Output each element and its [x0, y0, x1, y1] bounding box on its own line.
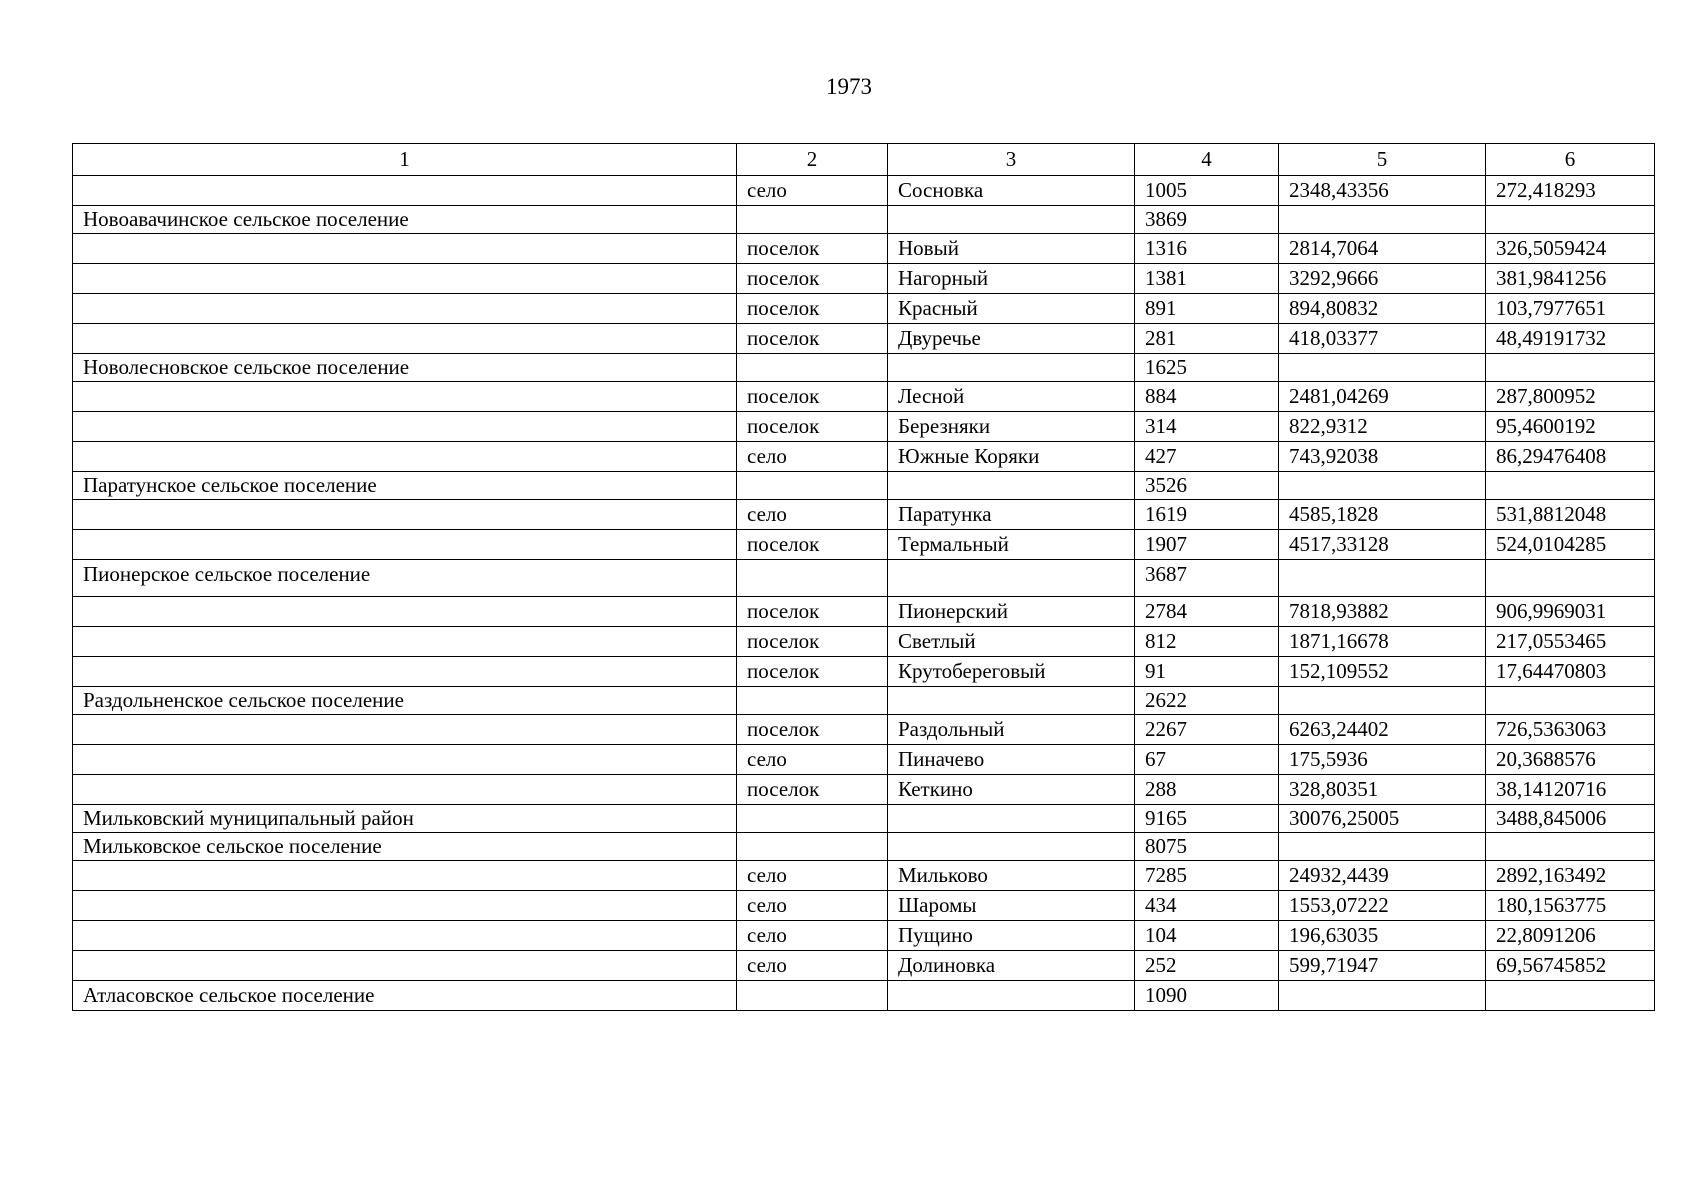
table-cell: 314: [1135, 412, 1279, 442]
table-cell: 418,03377: [1279, 324, 1486, 354]
table-cell: поселок: [737, 264, 888, 294]
table-cell: 2892,163492: [1486, 861, 1655, 891]
table-cell: [737, 805, 888, 833]
table-cell: 1005: [1135, 176, 1279, 206]
table-cell: поселок: [737, 597, 888, 627]
table-cell: [73, 775, 737, 805]
table-row: [73, 951, 1655, 981]
table-cell: 3488,845006: [1486, 805, 1655, 833]
table-cell: 1090: [1135, 981, 1279, 1011]
table-cell: 67: [1135, 745, 1279, 775]
table-row: [73, 981, 1655, 1011]
table-cell: Мильковское сельское поселение: [73, 833, 737, 861]
table-cell: 38,14120716: [1486, 775, 1655, 805]
table-cell: [888, 833, 1135, 861]
table-cell: поселок: [737, 382, 888, 412]
table-cell: [1279, 560, 1486, 597]
table-cell: [737, 687, 888, 715]
table-row: [73, 861, 1655, 891]
table-cell: [73, 442, 737, 472]
table-cell: 3292,9666: [1279, 264, 1486, 294]
table-cell: 531,8812048: [1486, 500, 1655, 530]
table-cell: 599,71947: [1279, 951, 1486, 981]
table-row: [73, 176, 1655, 206]
table-cell: 180,1563775: [1486, 891, 1655, 921]
data-table: [72, 143, 1655, 1011]
table-cell: 217,0553465: [1486, 627, 1655, 657]
table-cell: [73, 500, 737, 530]
table-row: [73, 324, 1655, 354]
table-cell: [737, 981, 888, 1011]
table-cell: 434: [1135, 891, 1279, 921]
table-cell: 2481,04269: [1279, 382, 1486, 412]
table-cell: [737, 560, 888, 597]
table-cell: Березняки: [888, 412, 1135, 442]
table-cell: 2622: [1135, 687, 1279, 715]
table-cell: 8075: [1135, 833, 1279, 861]
table-row: [73, 442, 1655, 472]
table-cell: 152,109552: [1279, 657, 1486, 687]
table-row: [73, 382, 1655, 412]
table-cell: Красный: [888, 294, 1135, 324]
table-cell: 95,4600192: [1486, 412, 1655, 442]
table-cell: [1279, 472, 1486, 500]
table-cell: 1625: [1135, 354, 1279, 382]
table-cell: 288: [1135, 775, 1279, 805]
table-cell: [73, 176, 737, 206]
table-cell: 17,64470803: [1486, 657, 1655, 687]
table-cell: 524,0104285: [1486, 530, 1655, 560]
table-cell: [73, 264, 737, 294]
table-cell: [73, 745, 737, 775]
table-cell: село: [737, 861, 888, 891]
column-header: 6: [1486, 144, 1655, 176]
table-cell: [888, 981, 1135, 1011]
table-cell: 906,9969031: [1486, 597, 1655, 627]
table-row: [73, 627, 1655, 657]
table-cell: поселок: [737, 657, 888, 687]
table-cell: [1486, 833, 1655, 861]
table-cell: [1486, 560, 1655, 597]
table-cell: [737, 472, 888, 500]
table-cell: 6263,24402: [1279, 715, 1486, 745]
table-cell: 103,7977651: [1486, 294, 1655, 324]
table-cell: [73, 382, 737, 412]
table-row: [73, 833, 1655, 861]
table-cell: 48,49191732: [1486, 324, 1655, 354]
table-cell: [1279, 687, 1486, 715]
table-cell: 91: [1135, 657, 1279, 687]
column-header: 3: [888, 144, 1135, 176]
table-cell: Пионерский: [888, 597, 1135, 627]
table-cell: Лесной: [888, 382, 1135, 412]
table-cell: 2784: [1135, 597, 1279, 627]
table-cell: 1553,07222: [1279, 891, 1486, 921]
table-row: [73, 597, 1655, 627]
table-row: [73, 775, 1655, 805]
table-cell: поселок: [737, 294, 888, 324]
table-cell: Нагорный: [888, 264, 1135, 294]
table-cell: 3869: [1135, 206, 1279, 234]
table-cell: 891: [1135, 294, 1279, 324]
table-cell: [73, 234, 737, 264]
table-cell: Светлый: [888, 627, 1135, 657]
table-cell: 196,63035: [1279, 921, 1486, 951]
table-row: [73, 560, 1655, 597]
table-row: [73, 745, 1655, 775]
table-row: [73, 530, 1655, 560]
table-cell: 69,56745852: [1486, 951, 1655, 981]
table-row: [73, 234, 1655, 264]
table-cell: поселок: [737, 530, 888, 560]
table-cell: 22,8091206: [1486, 921, 1655, 951]
table-cell: 328,80351: [1279, 775, 1486, 805]
table-cell: 4517,33128: [1279, 530, 1486, 560]
table-cell: Шаромы: [888, 891, 1135, 921]
table-cell: 252: [1135, 951, 1279, 981]
table-row: [73, 264, 1655, 294]
table-cell: 104: [1135, 921, 1279, 951]
table-cell: [888, 354, 1135, 382]
table-cell: 1619: [1135, 500, 1279, 530]
table-cell: 381,9841256: [1486, 264, 1655, 294]
table-cell: Кеткино: [888, 775, 1135, 805]
column-header: 2: [737, 144, 888, 176]
table-cell: [888, 472, 1135, 500]
table-cell: [73, 627, 737, 657]
column-header: 4: [1135, 144, 1279, 176]
table-cell: 2267: [1135, 715, 1279, 745]
table-cell: 30076,25005: [1279, 805, 1486, 833]
table-cell: Пиначево: [888, 745, 1135, 775]
table-cell: Пионерское сельское поселение: [73, 560, 737, 597]
table-cell: Двуречье: [888, 324, 1135, 354]
table-cell: Крутобереговый: [888, 657, 1135, 687]
table-row: [73, 891, 1655, 921]
table-cell: [73, 530, 737, 560]
table-cell: Паратунское сельское поселение: [73, 472, 737, 500]
table-cell: [888, 805, 1135, 833]
table-cell: [1486, 472, 1655, 500]
table-cell: 287,800952: [1486, 382, 1655, 412]
table-cell: село: [737, 442, 888, 472]
page-number: 1973: [826, 74, 872, 99]
table-cell: [1486, 354, 1655, 382]
table-cell: 3526: [1135, 472, 1279, 500]
table-cell: поселок: [737, 775, 888, 805]
table-cell: [73, 597, 737, 627]
table-cell: [73, 324, 737, 354]
table-cell: село: [737, 176, 888, 206]
table-cell: 272,418293: [1486, 176, 1655, 206]
table-cell: Новолесновское сельское поселение: [73, 354, 737, 382]
table-cell: 1381: [1135, 264, 1279, 294]
table-cell: [73, 294, 737, 324]
table-header-row: [73, 144, 1655, 176]
table-cell: Долиновка: [888, 951, 1135, 981]
table-cell: 7285: [1135, 861, 1279, 891]
table-cell: [888, 687, 1135, 715]
table-cell: [73, 951, 737, 981]
table-cell: 175,5936: [1279, 745, 1486, 775]
table-cell: Мильково: [888, 861, 1135, 891]
table-cell: 3687: [1135, 560, 1279, 597]
table-cell: 326,5059424: [1486, 234, 1655, 264]
table-cell: [1279, 833, 1486, 861]
table-cell: село: [737, 500, 888, 530]
table-row: [73, 294, 1655, 324]
column-header: 5: [1279, 144, 1486, 176]
table-row: [73, 354, 1655, 382]
table-cell: [1486, 981, 1655, 1011]
table-cell: 427: [1135, 442, 1279, 472]
table-row: [73, 921, 1655, 951]
table-cell: Термальный: [888, 530, 1135, 560]
table-cell: [73, 921, 737, 951]
table-cell: Раздольненское сельское поселение: [73, 687, 737, 715]
table-cell: поселок: [737, 627, 888, 657]
table-cell: Пущино: [888, 921, 1135, 951]
table-cell: [888, 206, 1135, 234]
table-cell: [73, 657, 737, 687]
table-cell: поселок: [737, 715, 888, 745]
table-cell: Паратунка: [888, 500, 1135, 530]
table-cell: 9165: [1135, 805, 1279, 833]
table-cell: [73, 861, 737, 891]
table-cell: 1871,16678: [1279, 627, 1486, 657]
table-cell: [737, 354, 888, 382]
table-row: [73, 500, 1655, 530]
table-cell: Южные Коряки: [888, 442, 1135, 472]
table-cell: 20,3688576: [1486, 745, 1655, 775]
table-row: [73, 805, 1655, 833]
table-cell: 812: [1135, 627, 1279, 657]
table-cell: 1316: [1135, 234, 1279, 264]
table-row: [73, 412, 1655, 442]
table-cell: село: [737, 891, 888, 921]
table-cell: 2814,7064: [1279, 234, 1486, 264]
table-cell: 743,92038: [1279, 442, 1486, 472]
table-cell: село: [737, 745, 888, 775]
table-cell: [73, 891, 737, 921]
table-cell: село: [737, 951, 888, 981]
table-cell: 7818,93882: [1279, 597, 1486, 627]
table-cell: [737, 833, 888, 861]
table-cell: [1279, 354, 1486, 382]
table-row: [73, 715, 1655, 745]
table-cell: 86,29476408: [1486, 442, 1655, 472]
table-cell: 822,9312: [1279, 412, 1486, 442]
table-cell: поселок: [737, 412, 888, 442]
table-cell: Сосновка: [888, 176, 1135, 206]
table-cell: 884: [1135, 382, 1279, 412]
table-cell: Новоавачинское сельское поселение: [73, 206, 737, 234]
table-row: [73, 206, 1655, 234]
table-cell: поселок: [737, 324, 888, 354]
table-cell: 726,5363063: [1486, 715, 1655, 745]
table-cell: [737, 206, 888, 234]
table-cell: [888, 560, 1135, 597]
column-header: 1: [73, 144, 737, 176]
table-cell: [73, 715, 737, 745]
table-cell: Новый: [888, 234, 1135, 264]
table-cell: 24932,4439: [1279, 861, 1486, 891]
table-cell: 281: [1135, 324, 1279, 354]
table-cell: [1279, 981, 1486, 1011]
table-cell: 2348,43356: [1279, 176, 1486, 206]
table-row: [73, 687, 1655, 715]
table-cell: [1279, 206, 1486, 234]
table-cell: поселок: [737, 234, 888, 264]
table-row: [73, 472, 1655, 500]
table-cell: Мильковский муниципальный район: [73, 805, 737, 833]
table-cell: [1486, 687, 1655, 715]
table-cell: [73, 412, 737, 442]
table-row: [73, 657, 1655, 687]
table-cell: село: [737, 921, 888, 951]
table-cell: 1907: [1135, 530, 1279, 560]
table-cell: [1486, 206, 1655, 234]
table-cell: Атласовское сельское поселение: [73, 981, 737, 1011]
table-cell: 894,80832: [1279, 294, 1486, 324]
table-cell: 4585,1828: [1279, 500, 1486, 530]
table-cell: Раздольный: [888, 715, 1135, 745]
